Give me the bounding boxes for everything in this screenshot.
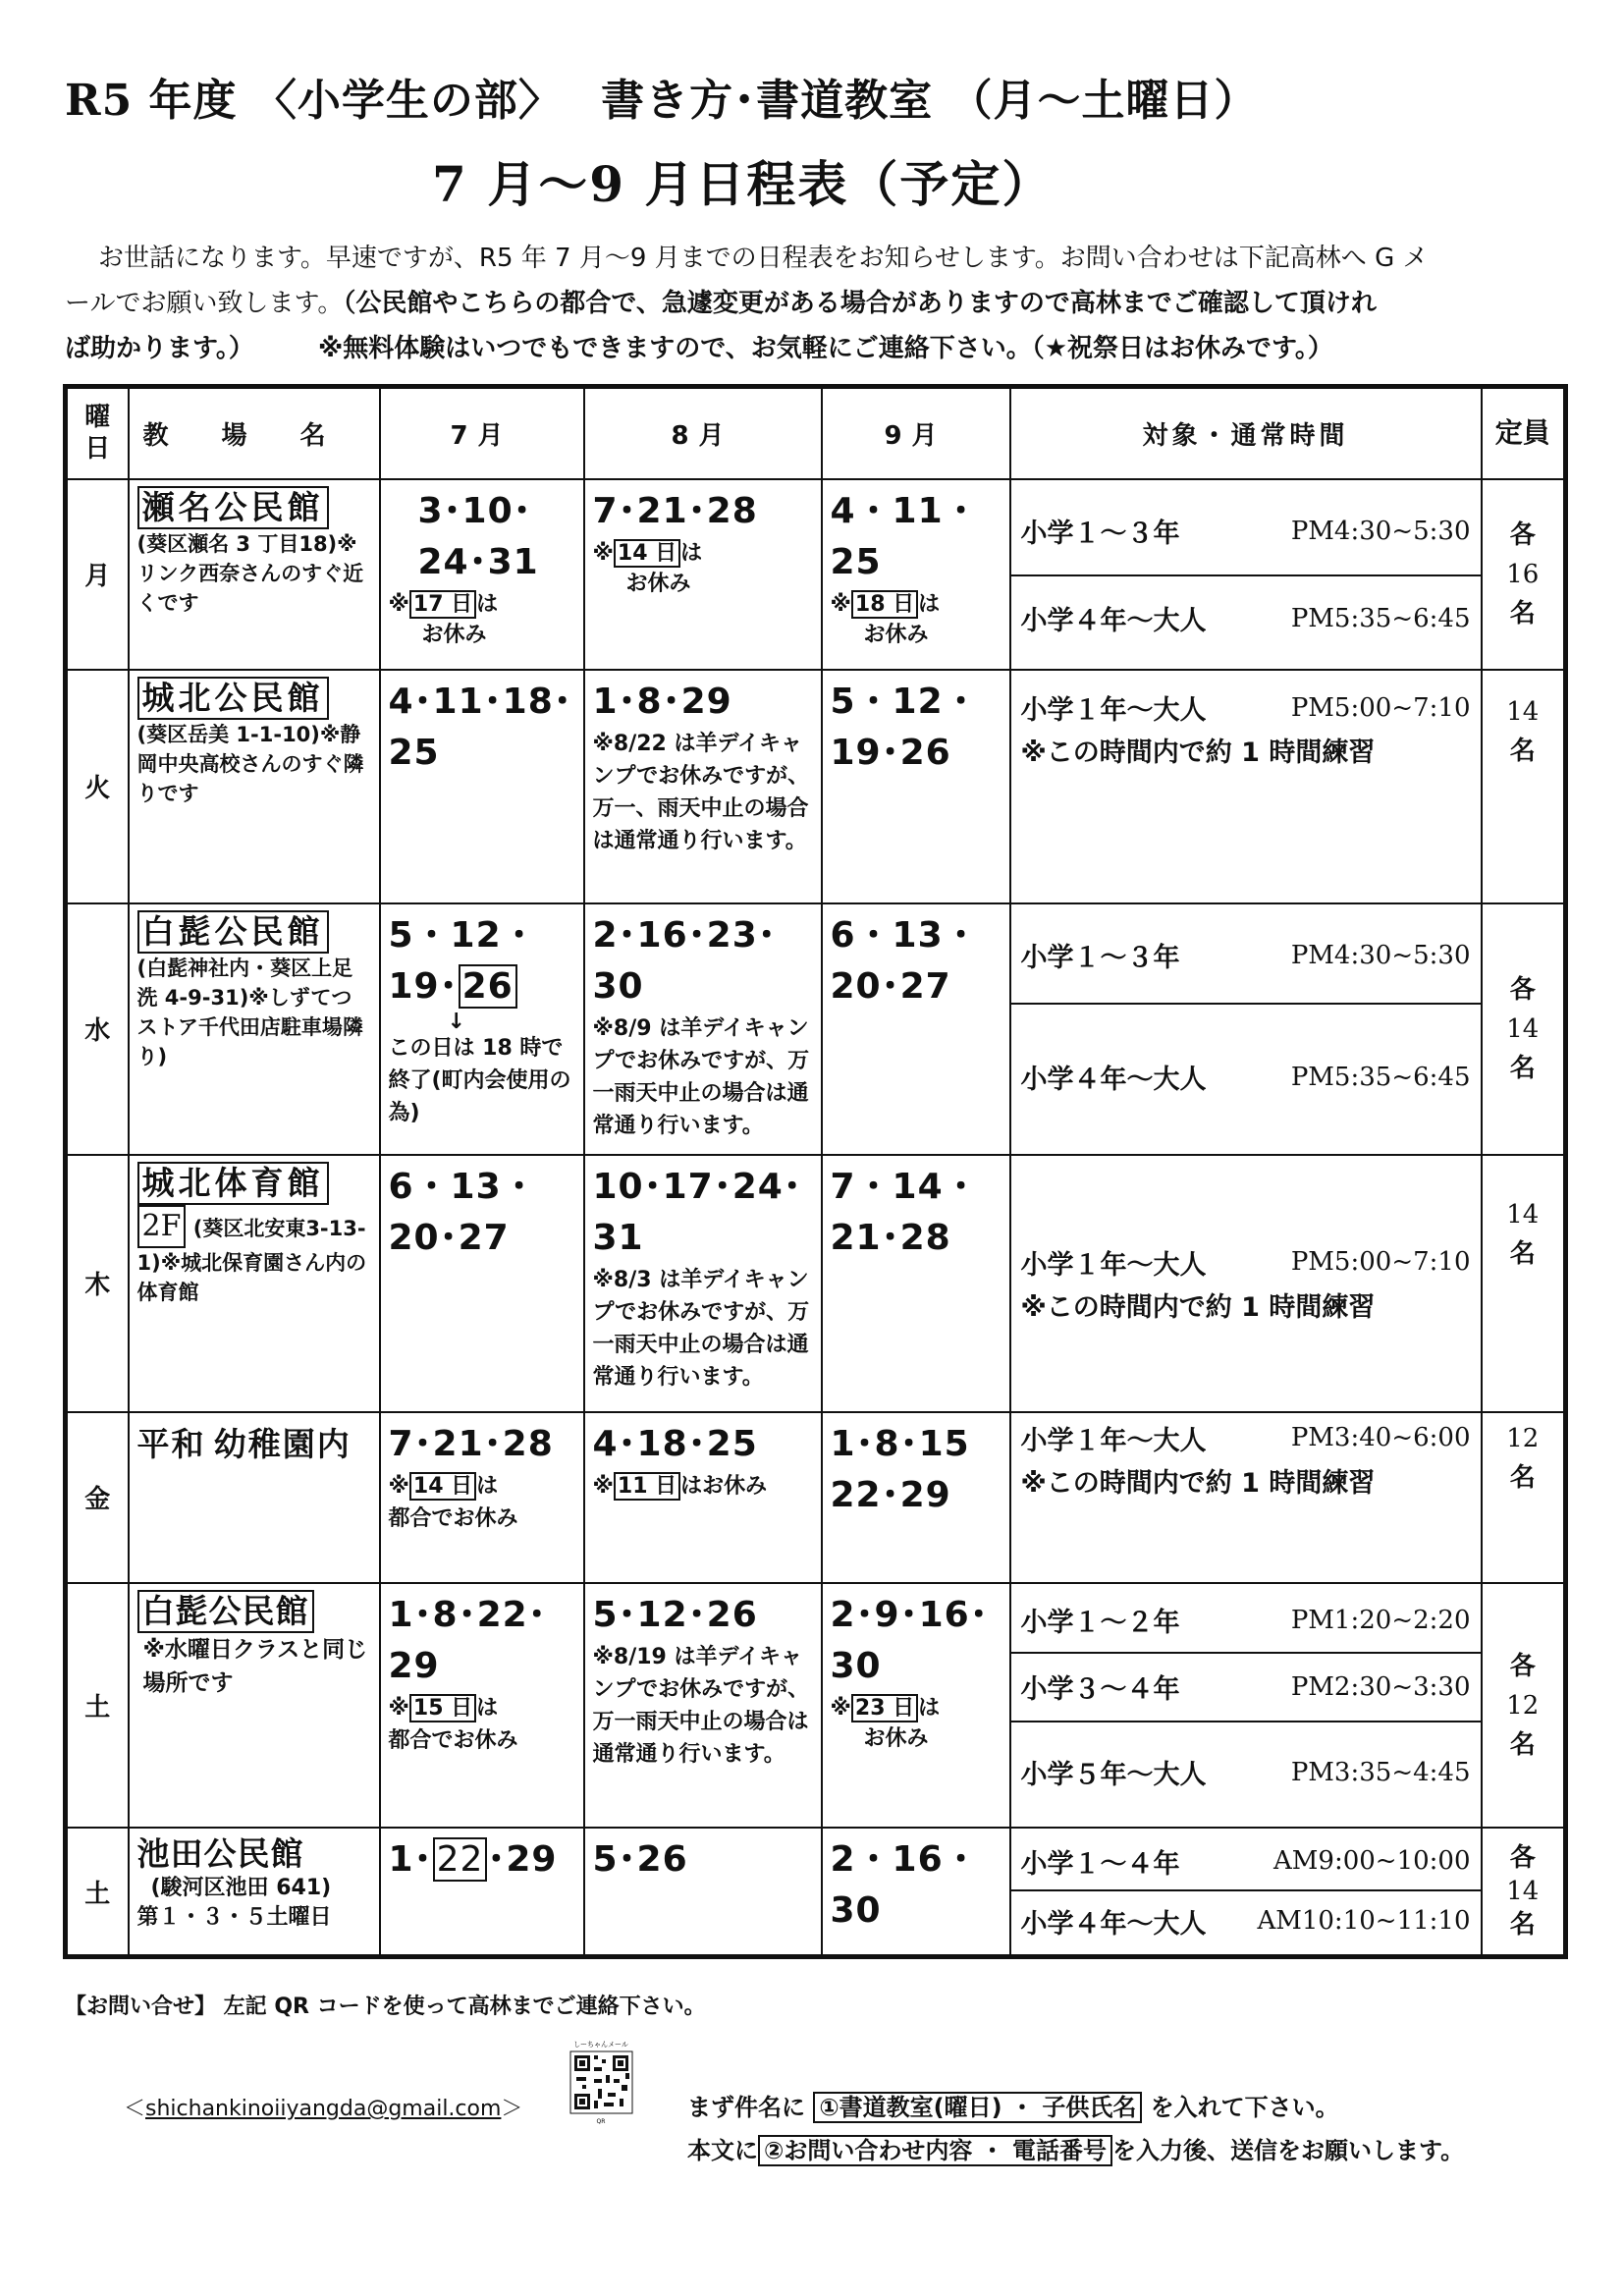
note-text: は — [476, 1695, 499, 1721]
capacity-cell — [1482, 479, 1566, 671]
intro-line-3 — [65, 326, 1562, 371]
capacity-unit: 名 — [1509, 737, 1536, 767]
day-cell: 木 — [66, 1155, 129, 1412]
august-cell — [584, 1155, 822, 1412]
september-note — [831, 1692, 1001, 1724]
august-note: ※8/9 は羊デイキャンプでお休みですが、万一雨天中止の場合は通常通り行います。 — [592, 1015, 810, 1138]
september-cell — [822, 670, 1010, 902]
venue-cell — [129, 479, 380, 671]
venue-name-line2: 幼稚園内 — [213, 1424, 352, 1463]
capacity-unit: 名 — [1509, 1462, 1536, 1493]
note-mark: ※ — [592, 1473, 614, 1499]
instruction-body-box: ②お問い合わせ内容 ・ 電話番号 — [758, 2135, 1112, 2166]
target-label: 小学１年～大人 — [1020, 1249, 1207, 1281]
target-row — [1011, 1003, 1481, 1150]
july-dates-text: 5・12・19･ — [388, 914, 538, 1007]
arrow-glyph: ↓ — [447, 1009, 465, 1034]
july-note — [389, 1470, 575, 1503]
august-note-line2: お休み — [625, 571, 691, 596]
july-cell — [380, 1412, 584, 1583]
target-row — [1011, 1721, 1481, 1823]
venue-sub — [137, 1205, 371, 1307]
target-label: 小学１年～大人 — [1020, 1425, 1207, 1456]
september-dates: 1･8･15 — [830, 1423, 970, 1464]
holiday-box: 11 日 — [614, 1472, 680, 1501]
holiday-box: 15 日 — [409, 1694, 476, 1722]
intro-line-2 — [65, 281, 1562, 326]
day-cell: 月 — [66, 479, 129, 671]
capacity-cell — [1482, 1828, 1566, 1956]
venue-cell — [129, 1412, 380, 1583]
capacity-unit: 名 — [1509, 1910, 1536, 1941]
day-cell: 土 — [66, 1828, 129, 1956]
july-dates-text: 1･ — [388, 1839, 433, 1881]
july-dates: 1･8･22･29 — [388, 1594, 547, 1686]
capacity-number: 12 — [1506, 1423, 1540, 1453]
target-label: 小学１年～大人 — [1020, 695, 1207, 727]
august-dates: 7･21･28 — [592, 490, 758, 531]
holiday-box: 18 日 — [851, 590, 918, 619]
table-row — [66, 903, 1566, 1155]
table-header-row — [66, 387, 1566, 479]
capacity-unit: 名 — [1509, 1729, 1536, 1760]
july-cell — [380, 1583, 584, 1829]
target-time: PM3:40~6:00 — [1290, 1423, 1471, 1453]
target-row — [1019, 1243, 1473, 1282]
day-cell: 水 — [66, 903, 129, 1155]
target-row — [1011, 1832, 1481, 1889]
table-row — [66, 479, 1566, 671]
september-cell — [822, 1155, 1010, 1412]
capacity-unit: 名 — [1509, 1053, 1536, 1083]
intro-line-2b: （公民館やこちらの都合で、急遽変更がある場合がありますので高林までご確認して頂けれ — [343, 289, 1377, 318]
changed-date-box: 26 — [459, 964, 517, 1009]
september-cell — [822, 1828, 1010, 1956]
september-cell — [822, 1412, 1010, 1583]
day-cell: 金 — [66, 1412, 129, 1583]
capacity-number: 14 — [1506, 697, 1540, 728]
note-text: はお休み — [680, 1473, 768, 1499]
venue-name: 平和 — [136, 1424, 206, 1463]
table-row — [66, 670, 1566, 902]
target-label: 小学３～４年 — [1020, 1674, 1180, 1706]
note-mark: ※ — [830, 591, 851, 617]
target-row — [1011, 488, 1481, 574]
venue-name: 白髭公民館 — [137, 1590, 314, 1633]
venue-cell — [129, 670, 380, 902]
july-note-line2: お休み — [421, 622, 487, 647]
venue-sub: (葵区岳美 1-1-10)※静岡中央高校さんのすぐ隣りです — [136, 723, 364, 806]
capacity-prefix: 各 — [1509, 519, 1536, 550]
capacity-prefix: 各 — [1509, 1651, 1536, 1681]
capacity-number: 14 — [1506, 1199, 1540, 1230]
target-time: PM4:30~5:30 — [1290, 516, 1471, 546]
august-cell — [584, 1828, 822, 1956]
floor-box: 2F — [137, 1205, 187, 1248]
target-row — [1011, 1889, 1481, 1950]
target-row — [1019, 1419, 1473, 1457]
august-dates: 5･26 — [592, 1839, 688, 1881]
instruction-subject — [687, 2088, 1339, 2122]
page-subtitle: 7 月～9 月日程表（予定） — [432, 155, 1054, 213]
header-september: 9月 — [822, 387, 1010, 479]
target-time: PM4:30~5:30 — [1290, 940, 1471, 970]
july-cell — [380, 670, 584, 902]
note-mark: ※ — [830, 1695, 851, 1721]
august-note: ※8/22 は羊デイキャンプでお休みですが、万一、雨天中止の場合は通常通り行います。 — [592, 732, 810, 854]
capacity-number: 14 — [1506, 1877, 1540, 1907]
qr-caption: しーちゃんメール — [573, 2041, 628, 2049]
instruction-subject-post: を入れて下さい。 — [1150, 2094, 1339, 2121]
august-dates: 5･12･26 — [592, 1594, 758, 1635]
target-row — [1011, 1589, 1481, 1652]
instruction-body — [687, 2131, 1464, 2165]
note-text: は — [918, 1695, 941, 1721]
venue-name: 瀬名公民館 — [137, 486, 329, 529]
august-cell — [584, 1412, 822, 1583]
note-text: は — [680, 540, 703, 566]
intro-line-2a: ールでお願い致します。 — [65, 289, 344, 318]
table-row — [66, 1583, 1566, 1829]
holiday-box: 14 日 — [614, 539, 680, 568]
note-mark: ※ — [388, 1695, 409, 1721]
capacity-unit: 名 — [1509, 1238, 1536, 1269]
september-dates: 2･9･16･30 — [830, 1594, 989, 1686]
july-note — [389, 588, 575, 621]
target-cell — [1010, 903, 1482, 1155]
venue-cell — [129, 1155, 380, 1412]
september-dates: 4・11・25 — [830, 490, 980, 582]
qr-code-icon[interactable] — [565, 2038, 638, 2126]
target-time: PM2:30~3:30 — [1290, 1671, 1471, 1702]
august-dates: 2･16･23･30 — [592, 914, 777, 1007]
target-time: AM9:00~10:00 — [1273, 1846, 1471, 1877]
changed-date-box: 22 — [433, 1837, 488, 1882]
august-cell — [584, 670, 822, 902]
target-label: 小学１～３年 — [1020, 519, 1180, 550]
capacity-prefix: 各 — [1509, 974, 1536, 1005]
target-time: AM10:10~11:10 — [1257, 1906, 1471, 1937]
target-time: PM1:20~2:20 — [1290, 1605, 1471, 1635]
capacity-cell — [1482, 903, 1566, 1155]
venue-sub: (白髭神社内・葵区上足洗 4-9-31)※しずてつストア千代田店駐車場隣り) — [136, 956, 363, 1068]
target-cell — [1010, 1155, 1482, 1412]
july-note — [389, 1692, 575, 1724]
july-dates-text-end: ･29 — [487, 1839, 558, 1881]
venue-cell — [129, 1583, 380, 1829]
venue-sub-line2: 第１・３・５土曜日 — [136, 1905, 332, 1931]
capacity-cell — [1482, 1583, 1566, 1829]
header-target: 対象・通常時間 — [1010, 387, 1482, 479]
page-title: R5 年度 〈小学生の部〉 書き方･書道教室 （月～土曜日） — [65, 76, 1259, 126]
target-note: ※この時間内で約 1 時間練習 — [1020, 1467, 1376, 1499]
holiday-box: 23 日 — [851, 1694, 918, 1722]
target-cell — [1010, 1412, 1482, 1583]
target-label: 小学５年～大人 — [1020, 1760, 1207, 1791]
instruction-subject-pre: まず件名に — [687, 2094, 805, 2121]
target-time: PM5:35~6:45 — [1290, 603, 1471, 633]
september-note — [831, 588, 1001, 621]
august-note: ※8/3 は羊デイキャンプでお休みですが、万一雨天中止の場合は通常通り行います。 — [592, 1267, 810, 1390]
september-cell — [822, 479, 1010, 671]
july-dates: 4･11･18･25 — [388, 682, 572, 774]
instruction-body-post: を入力後、送信をお願いします。 — [1112, 2137, 1465, 2164]
target-label: 小学４年～大人 — [1020, 606, 1207, 637]
header-july: 7月 — [380, 387, 584, 479]
venue-address: (葵区北安東3-13-1)※城北保育園さん内の体育館 — [136, 1216, 367, 1304]
september-dates: 2・16・30 — [830, 1839, 980, 1932]
target-note: ※この時間内で約 1 時間練習 — [1020, 738, 1376, 769]
holiday-box: 17 日 — [409, 590, 476, 619]
august-cell — [584, 903, 822, 1155]
july-cell — [380, 479, 584, 671]
venue-name: 城北公民館 — [137, 677, 329, 720]
july-cell — [380, 1828, 584, 1956]
venue-sub: (葵区瀬名 3 丁目18)※リンク西奈さんのすぐ近くです — [136, 531, 364, 615]
intro-line-1: お世話になります。早速ですが、R5 年 7 月～9 月までの日程表をお知らせします。お問い合わせは下記高林へ G メ — [98, 244, 1429, 273]
venue-cell — [129, 903, 380, 1155]
target-cell — [1010, 479, 1482, 671]
target-time: PM5:00~7:10 — [1290, 1247, 1471, 1278]
september-dates: 6・13・20･27 — [830, 914, 980, 1007]
target-label: 小学１～３年 — [1020, 943, 1180, 974]
instruction-body-pre: 本文に — [687, 2137, 758, 2164]
september-note-line2: お休み — [863, 622, 929, 647]
venue-cell — [129, 1828, 380, 1956]
august-cell — [584, 1583, 822, 1829]
intro-text — [65, 236, 1562, 371]
august-dates: 1･8･29 — [592, 682, 732, 723]
capacity-number: 16 — [1506, 559, 1540, 589]
target-row — [1019, 688, 1473, 727]
capacity-number: 12 — [1506, 1690, 1540, 1721]
table-row — [66, 1828, 1566, 1956]
july-dates — [389, 1834, 575, 1886]
venue-sub: ※水曜日クラスと同じ場所です — [142, 1636, 368, 1696]
target-cell — [1010, 1583, 1482, 1829]
day-cell: 土 — [66, 1583, 129, 1829]
september-dates: 7・14・21･28 — [830, 1166, 980, 1258]
august-note — [593, 537, 813, 570]
target-cell — [1010, 670, 1482, 902]
email-line — [124, 2092, 522, 2122]
header-venue: 教 場 名 — [129, 387, 380, 479]
target-label: 小学４年～大人 — [1020, 1065, 1207, 1096]
venue-sub: (駿河区池田 641) — [150, 1876, 332, 1901]
email-link[interactable]: shichankinoiiyangda@gmail.com — [145, 2097, 502, 2121]
july-note-line2: 都合でお休み — [388, 1505, 518, 1531]
target-label: 小学１～２年 — [1020, 1608, 1180, 1639]
venue-name: 池田公民館 — [136, 1834, 304, 1874]
day-cell: 火 — [66, 670, 129, 902]
contact-text: 【お問い合せ】 左記 QR コードを使って高林までご連絡下さい。 — [65, 1995, 706, 2019]
svg-text:QR: QR — [596, 2118, 606, 2125]
target-row — [1011, 574, 1481, 661]
header-day: 曜日 — [66, 387, 129, 479]
target-row — [1011, 908, 1481, 1003]
note-mark: ※ — [388, 1473, 409, 1499]
capacity-unit: 名 — [1509, 598, 1536, 629]
email-bracket-close: ＞ — [501, 2097, 523, 2121]
september-note-line2: お休み — [863, 1725, 929, 1751]
target-row — [1011, 1652, 1481, 1721]
note-mark: ※ — [388, 591, 409, 617]
target-label: 小学４年～大人 — [1020, 1908, 1207, 1940]
target-label: 小学１～４年 — [1020, 1848, 1180, 1880]
header-capacity: 定員 — [1482, 387, 1566, 479]
september-cell — [822, 1583, 1010, 1829]
target-note: ※この時間内で約 1 時間練習 — [1020, 1291, 1376, 1323]
table-row — [66, 1155, 1566, 1412]
july-cell — [380, 1155, 584, 1412]
target-time: PM3:35~4:45 — [1290, 1757, 1471, 1787]
target-cell — [1010, 1828, 1482, 1956]
july-note: この日は 18 時で終了(町内会使用の為) — [388, 1035, 571, 1125]
september-dates: 5・12・19･26 — [830, 682, 980, 774]
intro-line-3a: ば助かります。） — [65, 334, 242, 363]
target-time: PM5:35~6:45 — [1290, 1062, 1471, 1092]
july-dates: 7･21･28 — [388, 1423, 554, 1464]
september-cell — [822, 903, 1010, 1155]
capacity-cell — [1482, 670, 1566, 902]
july-dates — [389, 910, 575, 1012]
intro-line-3b: ※無料体験はいつでもできますので、お気軽にご連絡下さい。（★祝祭日はお休みです。） — [317, 334, 1333, 363]
august-cell — [584, 479, 822, 671]
note-text: は — [476, 591, 499, 617]
header-august: 8月 — [584, 387, 822, 479]
july-dates: 6・13・20･27 — [388, 1166, 538, 1258]
venue-name: 白髭公民館 — [137, 910, 329, 954]
capacity-cell — [1482, 1412, 1566, 1583]
august-dates: 4･18･25 — [592, 1423, 758, 1464]
august-note — [593, 1470, 813, 1503]
july-cell — [380, 903, 584, 1155]
holiday-box: 14 日 — [409, 1472, 476, 1501]
august-note: ※8/19 は羊デイキャンプでお休みですが、万一雨天中止の場合は通常通り行います。 — [592, 1644, 810, 1767]
capacity-cell — [1482, 1155, 1566, 1412]
note-mark: ※ — [592, 540, 614, 566]
instruction-subject-box: ①書道教室(曜日) ・ 子供氏名 — [813, 2092, 1142, 2123]
capacity-number: 14 — [1506, 1013, 1540, 1044]
july-note-line2: 都合でお休み — [388, 1727, 518, 1753]
table-row — [66, 1412, 1566, 1583]
note-text: は — [918, 591, 941, 617]
capacity-prefix: 各 — [1509, 1843, 1536, 1874]
schedule-table — [63, 384, 1568, 1959]
target-time: PM5:00~7:10 — [1290, 692, 1471, 723]
venue-name: 城北体育館 — [137, 1162, 329, 1205]
august-dates: 10･17･24･31 — [592, 1166, 802, 1258]
september-dates-line2: 22･29 — [830, 1474, 951, 1515]
email-bracket-open: ＜ — [124, 2097, 146, 2121]
july-dates: 3･10･24･31 — [417, 490, 539, 582]
note-text: は — [476, 1473, 499, 1499]
